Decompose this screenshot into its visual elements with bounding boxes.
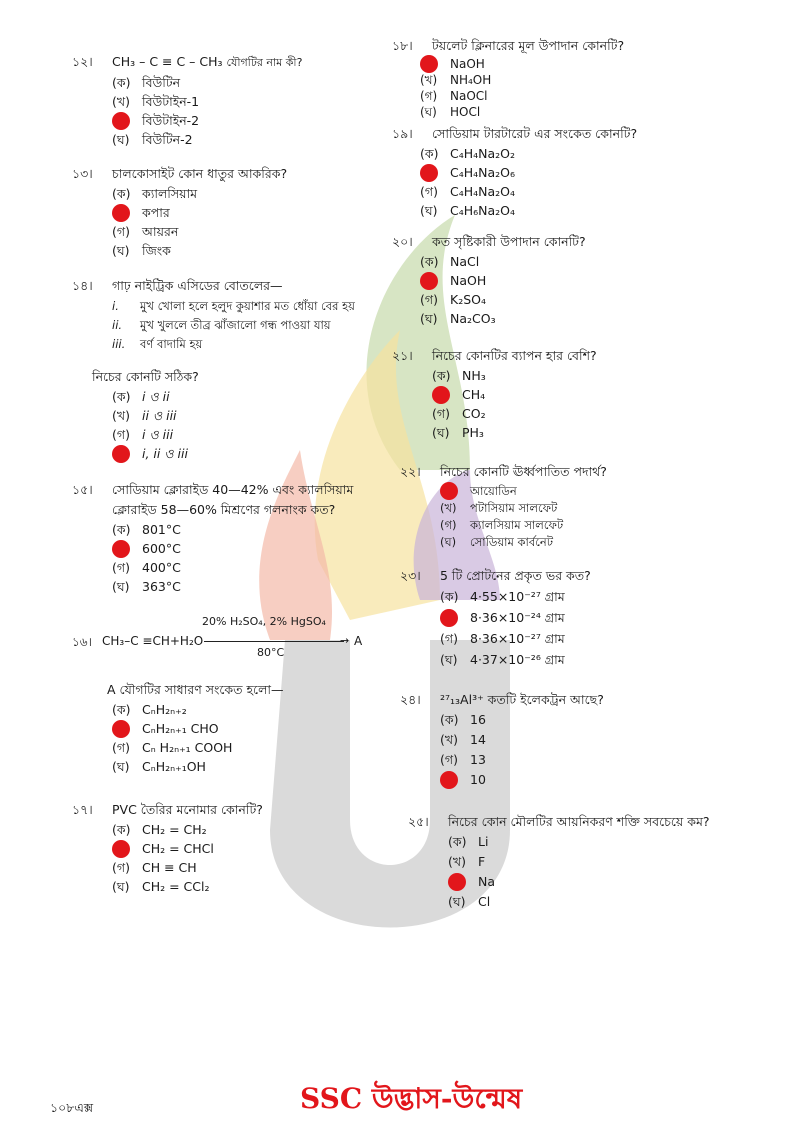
question-stem: কত সৃষ্টিকারী উপাদান কোনটি? [432,234,586,249]
option-kha: (খ) পটাসিয়াম সালফেট [440,500,558,515]
ion-species: ²⁷₁₃Al³⁺ [440,692,484,707]
answer-dot [432,386,450,404]
option-ka: (ক) CₙH₂ₙ₊₂ [112,701,187,717]
answer-dot [440,771,458,789]
page-number: ১০৮এক্স [50,1100,94,1115]
question-stem: কতটি ইলেকট্রন আছে? [487,692,604,707]
question-12 [72,52,372,149]
question-formula: CH₃ – C ≡ C – CH₃ [112,54,223,69]
option-ka: (ক) C₄H₄Na₂O₂ [420,145,516,161]
option-gha-correct: 10 [440,770,720,790]
option-gha: (ঘ) সোডিয়াম কার্বনেট [440,534,554,549]
reaction-arrow [204,641,344,642]
question-22 [400,462,720,550]
question-ask: নিচের কোনটি সঠিক? [92,369,199,384]
option-gha: (ঘ) C₄H₆Na₂O₄ [420,202,516,218]
option-ka: (ক) NH₃ [432,367,486,383]
option-gha: (ঘ) জিংক [112,242,171,258]
option-kha: (খ) 14 [440,732,486,747]
option-gha: (ঘ) 4·37×10⁻²⁶ গ্রাম [440,651,565,667]
question-number: ১৭। [72,802,93,817]
question-stem: সোডিয়াম টারটারেট এর সংকেত কোনটি? [432,126,638,141]
statement-ii: ii. মুখ খুললে তীব্র ঝাঁজালো গন্ধ পাওয়া যায় [112,317,331,332]
option-gha: (ঘ) CH₂ = CCl₂ [112,878,210,894]
option-ga: (গ) 400°C [112,559,181,575]
option-ka: (ক) 16 [440,712,486,727]
question-stem: চালকোসাইট কোন ধাতুর আকরিক? [112,166,288,181]
question-number: ১৮। [392,38,413,53]
question-stem-line1: সোডিয়াম ক্লোরাইড 40—42% এবং ক্যালসিয়াম [112,482,354,497]
option-ga-correct: Na [448,872,738,892]
option-gha: (ঘ) 363°C [112,578,181,594]
option-ga: (গ) NaOCl [420,89,488,103]
option-ga: (গ) CH ≡ CH [112,859,197,875]
question-20 [392,232,712,328]
question-24 [400,690,720,790]
option-ga: (গ) C₄H₄Na₂O₄ [420,183,516,199]
question-number: ২২। [400,464,421,479]
reactant: CH₃–C ≡CH+H₂O [102,634,204,648]
option-ga: (গ) K₂SO₄ [420,291,486,307]
option-ka: (ক) বিউটিন [112,74,181,90]
option-ka: (ক) NaCl [420,253,480,269]
question-number: ১২। [72,54,93,69]
question-number: ২৫। [408,814,429,829]
option-kha-correct: C₄H₄Na₂O₆ [420,163,712,182]
option-ka: (ক) CH₂ = CH₂ [112,821,207,837]
option-kha-correct: কপার [112,203,372,222]
arrow-head-icon: → [340,634,350,647]
option-ka: (ক) ক্যালসিয়াম [112,185,198,201]
option-gha: (ঘ) HOCl [420,105,481,119]
option-ka-correct: আয়োডিন [440,482,720,499]
option-ka: (ক) 801°C [112,521,181,537]
option-kha-correct: NaOH [420,271,712,290]
question-number: ২৩। [400,568,421,583]
question-stem: নিচের কোনটির ব্যাপন হার বেশি? [432,348,597,363]
question-number: ১৩। [72,166,93,181]
question-18 [392,36,712,120]
answer-dot [448,873,466,891]
option-kha-correct: CH₄ [432,385,712,404]
reaction-conditions: 20% H₂SO₄, 2% HgSO₄ [202,615,326,628]
option-kha: (খ) NH₄OH [420,73,492,87]
answer-dot [440,609,458,627]
answer-dot [112,445,130,463]
question-stem: যৌগটির নাম কী? [226,56,303,69]
question-stem: 5 টি প্রোটনের প্রকৃত ভর কত? [440,568,591,583]
question-19 [392,124,712,220]
answer-dot [112,720,130,738]
option-gha: (ঘ) PH₃ [432,424,484,440]
option-gha: (ঘ) বিউটিন-2 [112,131,193,147]
option-gha: (ঘ) Na₂CO₃ [420,310,496,326]
question-number: ১৫। [72,482,93,497]
question-stem: টয়লেট ক্লিনারের মূল উপাদান কোনটি? [432,38,625,53]
question-15 [72,480,382,596]
option-ga: (গ) i ও iii [112,426,174,442]
option-ga-correct: বিউটাইন-2 [112,111,372,130]
question-number: ১৪। [72,278,93,293]
statement-i: i. মুখ খোলা হলে হলুদ কুয়াশার মত ধোঁয়া বের হয় [112,298,355,313]
answer-dot [420,272,438,290]
option-ga: (গ) 13 [440,752,486,767]
option-kha: (খ) বিউটাইন-1 [112,93,200,109]
option-kha-correct: CₙH₂ₙ₊₁ CHO [112,719,387,738]
product: A [354,634,363,648]
question-14 [72,276,372,463]
question-21 [392,346,712,442]
answer-dot [112,540,130,558]
statement-iii: iii. বর্ণ বাদামি হয় [112,336,203,351]
option-gha-correct: i, ii ও iii [112,444,372,463]
answer-dot [112,840,130,858]
question-number: ১৬। [72,635,92,649]
question-23 [400,566,720,670]
option-ga: (গ) Cₙ H₂ₙ₊₁ COOH [112,739,233,755]
question-number: ২১। [392,348,413,363]
option-ga: (গ) আয়রন [112,223,179,239]
question-16 [107,680,387,776]
option-ka: (ক) Li [448,834,489,849]
option-gha: (ঘ) CₙH₂ₙ₊₁OH [112,758,206,774]
answer-dot [112,112,130,130]
option-gha: (ঘ) Cl [448,894,491,909]
option-ka-correct: NaOH [420,56,712,72]
option-ga: (গ) 8·36×10⁻²⁷ গ্রাম [440,630,565,646]
question-13 [72,164,372,260]
question-17 [72,800,372,896]
option-ka: (ক) 4·55×10⁻²⁷ গ্রাম [440,588,565,604]
option-ka: (ক) i ও ii [112,388,170,404]
question-25 [408,812,738,912]
option-kha-correct: 600°C [112,539,382,558]
footer-title: SSC উদ্ভাস-উন্মেষ [300,1082,523,1115]
option-ga: (গ) CO₂ [432,405,486,421]
option-kha-correct: CH₂ = CHCl [112,839,372,858]
question-stem: PVC তৈরির মনোমার কোনটি? [112,802,263,817]
question-stem: নিচের কোনটি ঊর্ধ্বপাতিত পদার্থ? [440,464,607,479]
question-number: ১৯। [392,126,413,141]
reaction-temperature: 80°C [257,646,285,659]
option-kha-correct: 8·36×10⁻²⁴ গ্রাম [440,607,720,628]
question-16-reaction [72,615,372,659]
question-stem-line2: ক্লোরাইড 58—60% মিশ্রণের গলনাংক কত? [112,502,336,517]
question-number: ২৪। [400,692,421,707]
question-number: ২০। [392,234,413,249]
answer-dot [112,204,130,222]
question-stem: A যৌগটির সাধারণ সংকেত হলো— [107,682,284,697]
option-kha: (খ) ii ও iii [112,407,177,423]
option-kha: (খ) F [448,854,486,869]
question-stem: নিচের কোন মৌলটির আয়নিকরণ শক্তি সবচেয়ে কম? [448,814,710,829]
answer-dot [420,164,438,182]
question-stem: গাঢ় নাইট্রিক এসিডের বোতলের— [112,278,283,293]
option-ga: (গ) ক্যালসিয়াম সালফেট [440,517,564,532]
